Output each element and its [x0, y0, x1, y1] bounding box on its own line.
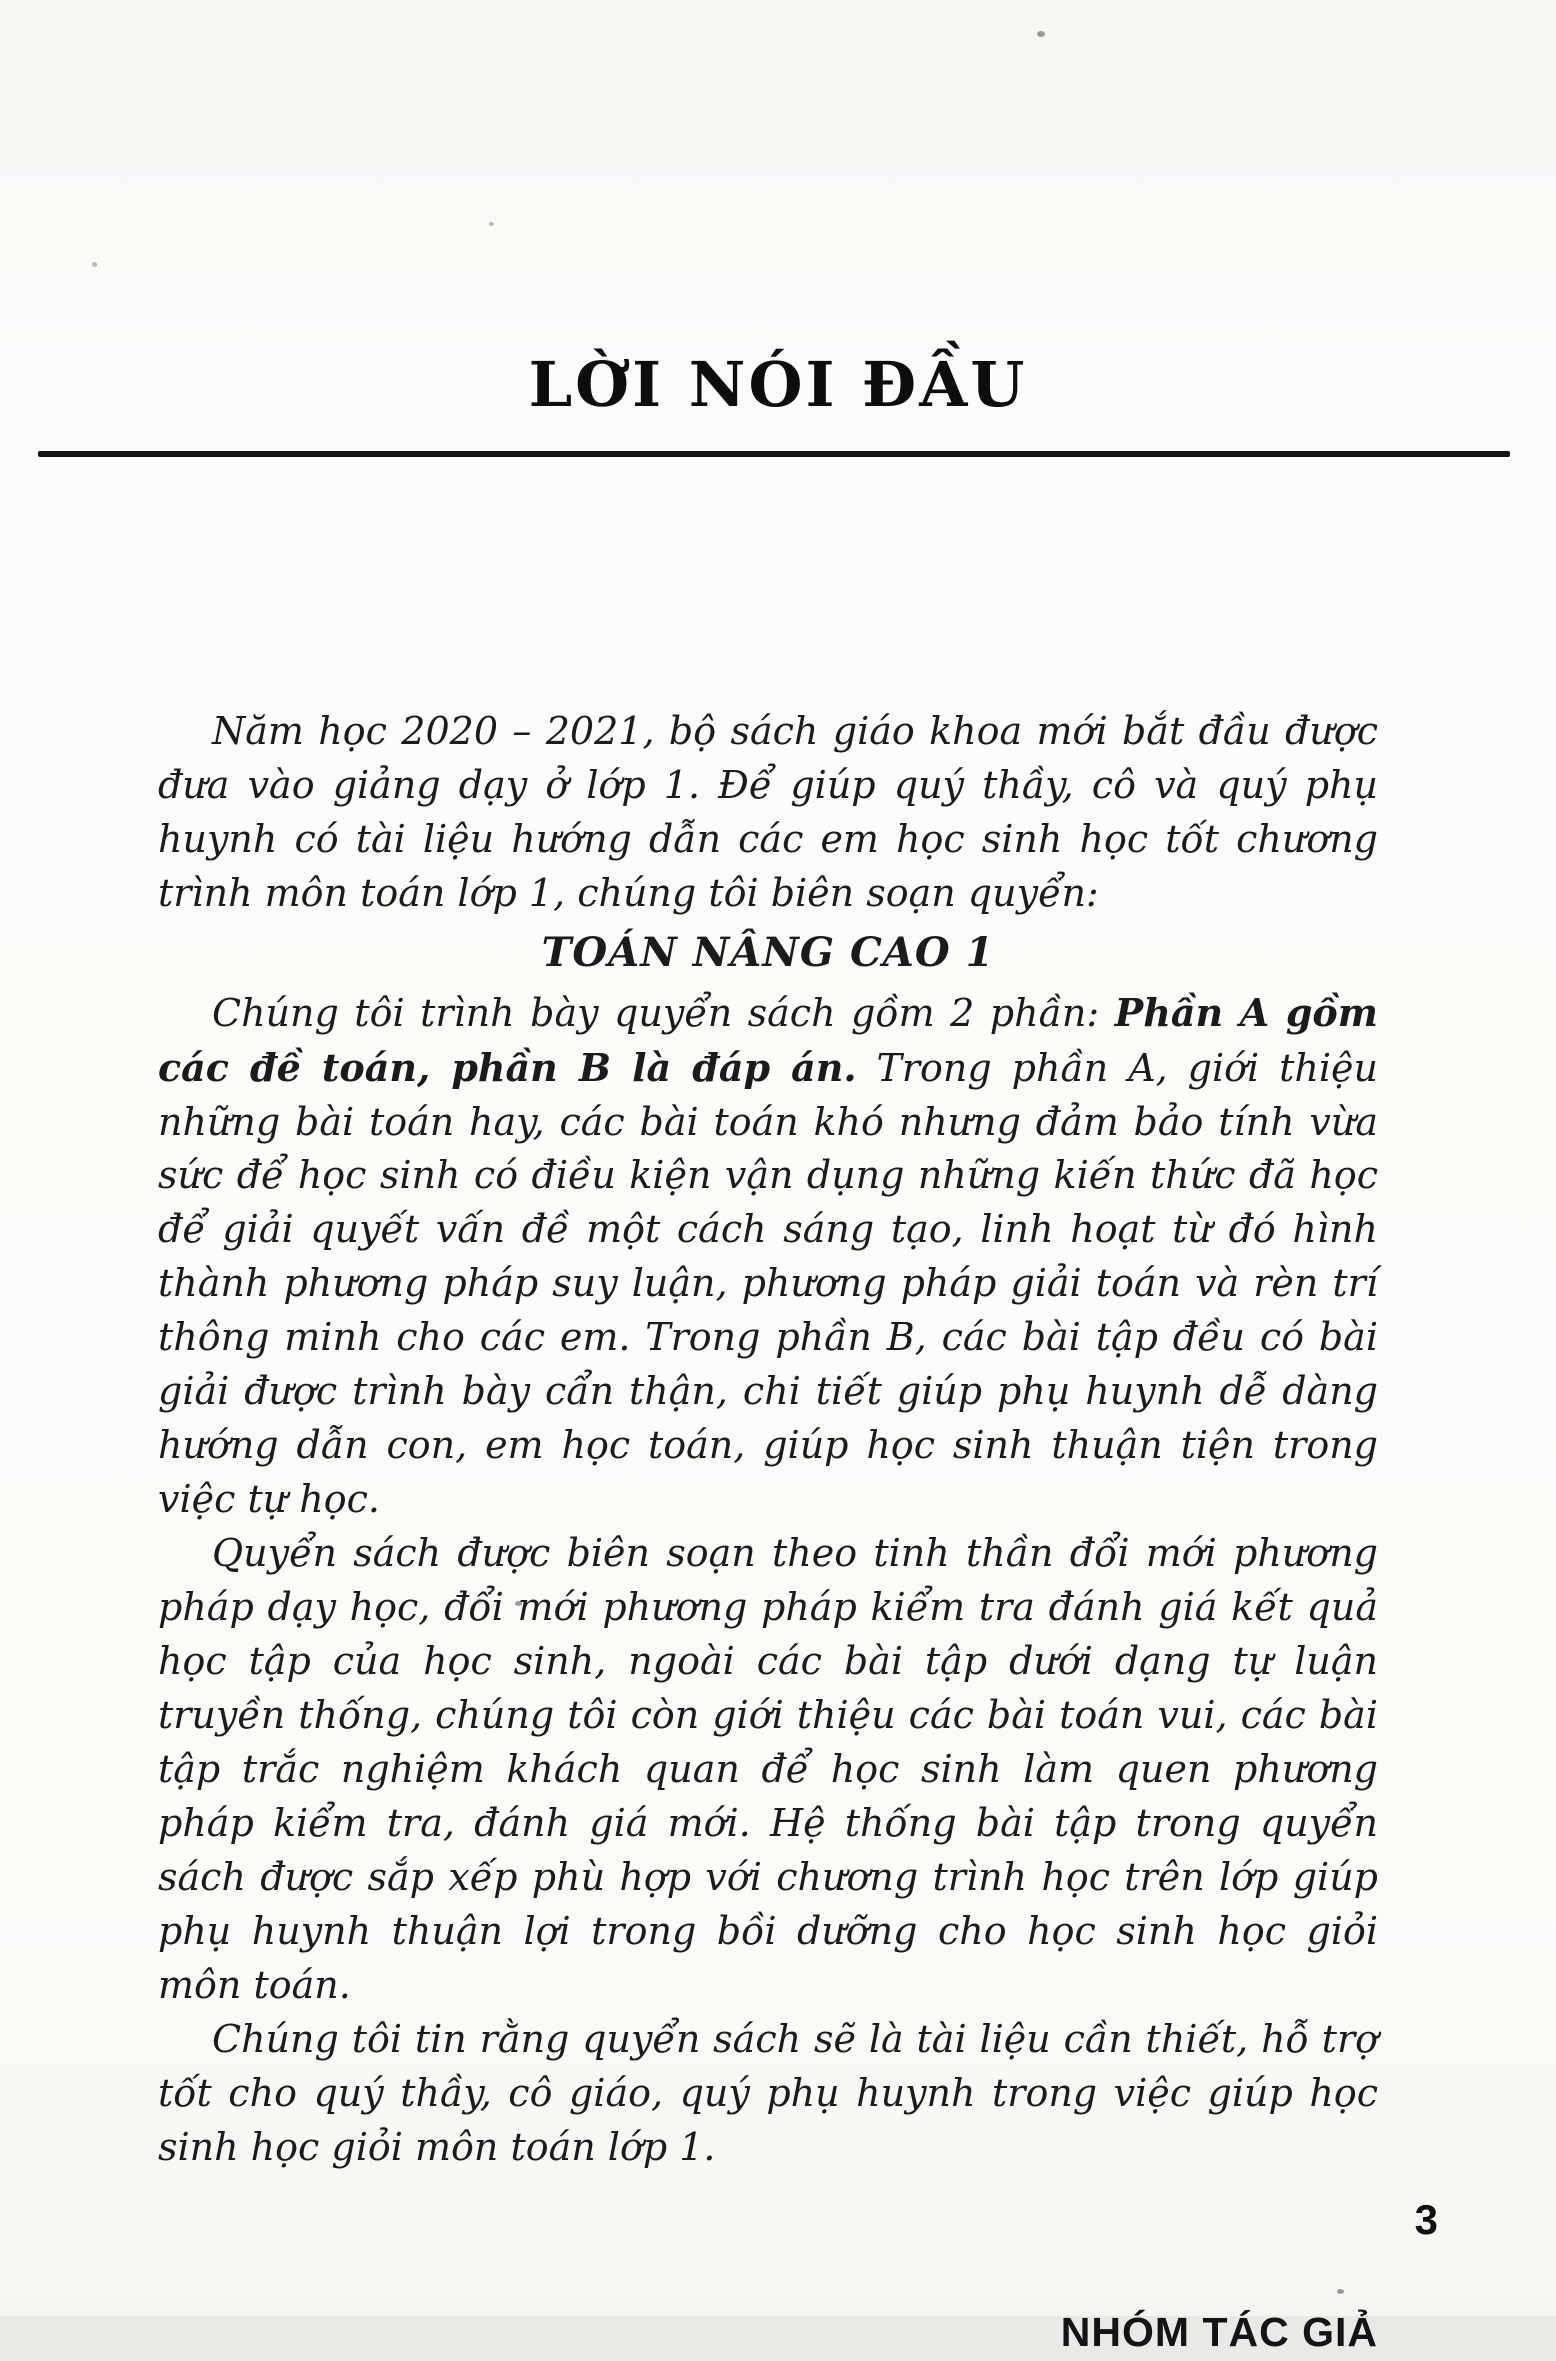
scan-speck: [515, 1601, 522, 1606]
paragraph-2-rest: Trong phần A, giới thiệu những bài toán hay, các bài toán khó nhưng đảm bảo tính vừa sức để học sinh có điều kiện vận dụng những kiến thức đã học để giải quyết vấn đề một cách sáng tạo, linh hoạt từ đó hình thành phương pháp suy luận, phương pháp giải toán và rèn trí thông minh cho các em. Trong phần B, các bài tập đều có bài giải được trình bày cẩn thận, chi tiết giúp phụ huynh dễ dàng hướng dẫn con, em học toán, giúp học sinh thuận tiện trong việc tự học.: [158, 1045, 1378, 1522]
scan-speck: [92, 262, 97, 267]
page-title: LỜI NÓI ĐẦU: [528, 348, 1028, 421]
preface-paragraph-3: Quyển sách được biên soạn theo tinh thần đổi mới phương pháp dạy học, đổi mới phương pháp kiểm tra đánh giá kết quả học tập của học sinh, ngoài các bài tập dưới dạng tự luận truyền thống, chúng tôi còn giới thiệu các bài toán vui, các bài tập trắc nghiệm khách quan để học sinh làm quen phương pháp kiểm tra, đánh giá mới. Hệ thống bài tập trong quyển sách được sắp xếp phù hợp với chương trình học trên lớp giúp phụ huynh thuận lợi trong bồi dưỡng cho học sinh học giỏi môn toán.: [158, 1531, 1378, 2007]
paragraph-2-lead: Chúng tôi trình bày quyển sách gồm 2 phần:: [212, 990, 1115, 1035]
preface-paragraph-4: Chúng tôi tin rằng quyển sách sẽ là tài liệu cần thiết, hỗ trợ tốt cho quý thầy, cô giáo, quý phụ huynh trong việc giúp học sinh học giỏi môn toán lớp 1.: [158, 2016, 1378, 2169]
scan-speck: [1037, 31, 1045, 37]
scan-speck: [476, 1598, 482, 1604]
author-signature: NHÓM TÁC GIẢ: [1060, 2308, 1378, 2355]
scan-speck: [1337, 2289, 1344, 2294]
preface-paragraph-1: Năm học 2020 – 2021, bộ sách giáo khoa mới bắt đầu được đưa vào giảng dạy ở lớp 1. Để giúp quý thầy, cô và quý phụ huynh có tài liệu hướng dẫn các em học sinh học tốt chương trình môn toán lớp 1, chúng tôi biên soạn quyển:: [158, 709, 1378, 915]
page-number: 3: [1414, 2196, 1438, 2243]
book-title-heading: TOÁN NÂNG CAO 1: [541, 928, 995, 976]
preface-paragraph-2: [158, 986, 1378, 1528]
preface-body: [158, 705, 1378, 2361]
paragraph-2-bold-phrase: Phần A gồm các đề toán, phần B là đáp án.: [158, 989, 1378, 1090]
title-rule: [38, 451, 1510, 457]
scan-speck: [489, 222, 494, 226]
